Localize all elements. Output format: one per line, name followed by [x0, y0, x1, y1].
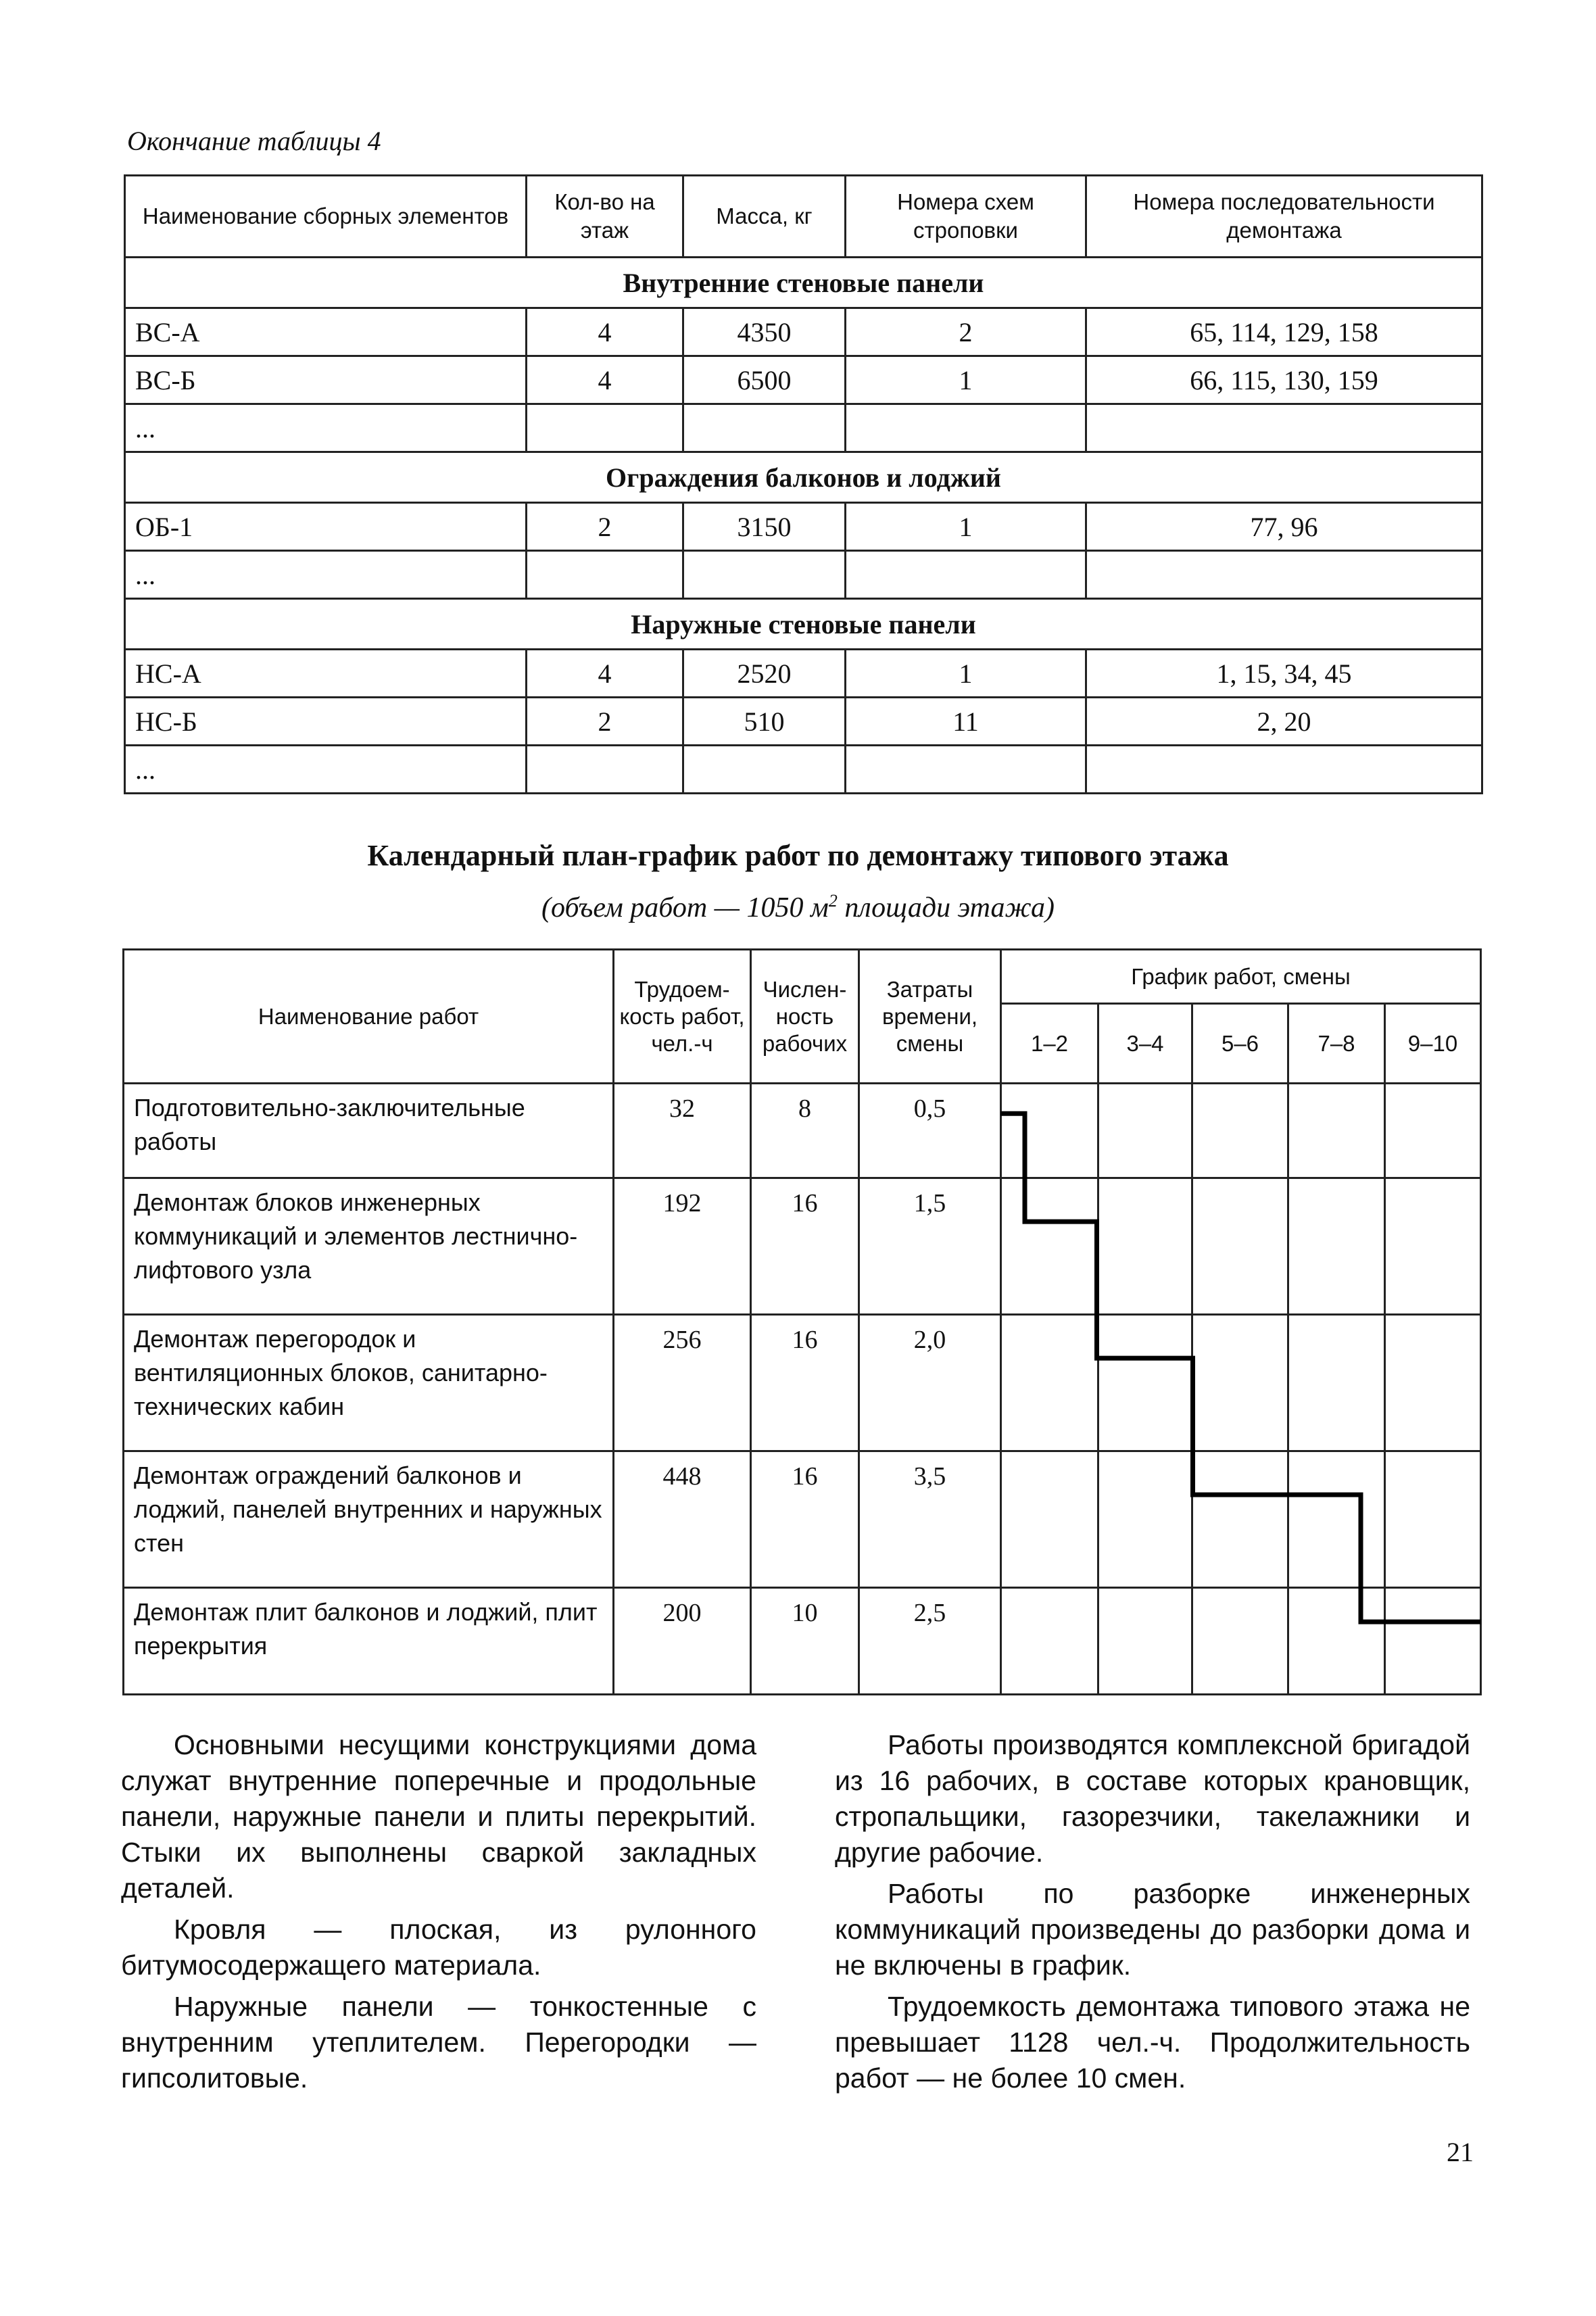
cell — [1086, 746, 1482, 794]
work-time: 1,5 — [859, 1178, 1001, 1315]
table-row — [125, 698, 1482, 746]
text-column-left — [121, 1727, 756, 2102]
cell: 77, 96 — [1086, 503, 1482, 551]
table-row — [125, 650, 1482, 698]
paragraph: Трудоемкость демонтажа типового этажа не превышает 1128 чел.-ч. Продолжительность работ — не более 10 смен. — [835, 1991, 1470, 2094]
cell: ВС-А — [125, 308, 527, 356]
cell: 4350 — [683, 308, 846, 356]
work-time: 0,5 — [859, 1084, 1001, 1178]
work-labor: 192 — [614, 1178, 751, 1315]
cell: 6500 — [683, 356, 846, 404]
page-number: 21 — [1447, 2137, 1474, 2167]
gantt-cell — [1385, 1178, 1481, 1315]
shift-col-4: 7–8 — [1288, 1004, 1385, 1084]
schedule-title: Календарный план-график работ по демонтажу типового этажа — [367, 839, 1229, 872]
paragraph: Основными несущими конструкциями дома служат внутренние поперечные и продольные панели, наружные панели и плиты перекрытий. Стыки их выполнены сваркой закладных деталей. — [121, 1729, 756, 1904]
shift-col-2: 3–4 — [1098, 1004, 1192, 1084]
work-workers: 8 — [751, 1084, 859, 1178]
work-name: Демонтаж плит балконов и лоджий, плит перекрытия — [124, 1588, 614, 1695]
gantt-cell — [1192, 1178, 1288, 1315]
work-labor: 256 — [614, 1315, 751, 1451]
work-name: Демонтаж ограждений балконов и лоджий, панелей внутренних и наружных стен — [124, 1451, 614, 1588]
schedule-subtitle-post: площади этажа) — [837, 892, 1055, 923]
header-time: Затраты времени, смены — [859, 950, 1001, 1084]
cell: ... — [125, 746, 527, 794]
gantt-cell — [1288, 1588, 1385, 1695]
schedule-row — [124, 1588, 1481, 1695]
cell: 1 — [846, 650, 1086, 698]
schedule-table — [122, 948, 1482, 1695]
header-sling-scheme: Номера схем строповки — [846, 176, 1086, 258]
cell — [846, 404, 1086, 452]
gantt-cell — [1001, 1178, 1098, 1315]
work-labor: 32 — [614, 1084, 751, 1178]
gantt-cell — [1385, 1315, 1481, 1451]
work-workers: 16 — [751, 1315, 859, 1451]
section-title: Наружные стеновые панели — [125, 599, 1482, 650]
gantt-cell — [1098, 1315, 1192, 1451]
cell: 11 — [846, 698, 1086, 746]
gantt-cell — [1288, 1178, 1385, 1315]
header-work-name: Наименование работ — [124, 950, 614, 1084]
cell: НС-А — [125, 650, 527, 698]
header-chart: График работ, смены — [1001, 950, 1481, 1004]
gantt-cell — [1098, 1084, 1192, 1178]
paragraph: Кровля — плоская, из рулонного битумосодержащего материала. — [121, 1914, 756, 1981]
work-name: Подготовительно-заключительные работы — [124, 1084, 614, 1178]
cell: 3150 — [683, 503, 846, 551]
schedule-subtitle-pre: (объем работ — 1050 м — [541, 892, 829, 923]
table-continuation-caption: Окончание таблицы 4 — [127, 126, 381, 156]
work-name: Демонтаж блоков инженерных коммуникаций и элементов лестнично-лифтового узла — [124, 1178, 614, 1315]
cell: 65, 114, 129, 158 — [1086, 308, 1482, 356]
gantt-cell — [1001, 1588, 1098, 1695]
gantt-cell — [1192, 1588, 1288, 1695]
cell: 1, 15, 34, 45 — [1086, 650, 1482, 698]
cell: 2520 — [683, 650, 846, 698]
section-title: Внутренние стеновые панели — [125, 258, 1482, 308]
shift-col-1: 1–2 — [1001, 1004, 1098, 1084]
gantt-cell — [1001, 1084, 1098, 1178]
schedule-row — [124, 1451, 1481, 1588]
paragraph: Работы производятся комплексной бригадой из 16 рабочих, в составе которых крановщик, стропальщики, газорезчики, такелажники и другие рабочие. — [835, 1729, 1470, 1868]
text-column-right — [835, 1727, 1470, 2102]
cell: 1 — [846, 503, 1086, 551]
gantt-cell — [1385, 1588, 1481, 1695]
cell — [527, 746, 683, 794]
gantt-cell — [1385, 1451, 1481, 1588]
section-title: Ограждения балконов и лоджий — [125, 452, 1482, 503]
cell — [527, 404, 683, 452]
header-labor: Трудоем-кость работ, чел.-ч — [614, 950, 751, 1084]
cell: 4 — [527, 308, 683, 356]
gantt-cell — [1192, 1315, 1288, 1451]
cell — [1086, 404, 1482, 452]
gantt-cell — [1192, 1084, 1288, 1178]
cell — [683, 551, 846, 599]
cell — [846, 551, 1086, 599]
cell: ОБ-1 — [125, 503, 527, 551]
table-row — [125, 746, 1482, 794]
header-dismantle-order: Номера последовательности демонтажа — [1086, 176, 1482, 258]
schedule-subtitle-sup: 2 — [828, 891, 838, 911]
work-labor: 448 — [614, 1451, 751, 1588]
gantt-cell — [1098, 1178, 1192, 1315]
header-element-name: Наименование сборных элементов — [125, 176, 527, 258]
work-workers: 10 — [751, 1588, 859, 1695]
gantt-cell — [1288, 1084, 1385, 1178]
cell: 1 — [846, 356, 1086, 404]
gantt-cell — [1001, 1451, 1098, 1588]
cell — [683, 746, 846, 794]
elements-table — [124, 174, 1483, 794]
cell — [846, 746, 1086, 794]
table-row — [125, 308, 1482, 356]
schedule-row — [124, 1084, 1481, 1178]
cell — [1086, 551, 1482, 599]
table-row — [125, 404, 1482, 452]
schedule-row — [124, 1178, 1481, 1315]
work-workers: 16 — [751, 1451, 859, 1588]
gantt-cell — [1098, 1588, 1192, 1695]
cell — [527, 551, 683, 599]
schedule-row — [124, 1315, 1481, 1451]
work-time: 2,0 — [859, 1315, 1001, 1451]
paragraph: Наружные панели — тонкостенные с внутренним утеплителем. Перегородки — гипсолитовые. — [121, 1991, 756, 2094]
work-time: 3,5 — [859, 1451, 1001, 1588]
gantt-cell — [1288, 1315, 1385, 1451]
work-labor: 200 — [614, 1588, 751, 1695]
cell: 2 — [527, 503, 683, 551]
cell: 4 — [527, 650, 683, 698]
work-workers: 16 — [751, 1178, 859, 1315]
cell: ВС-Б — [125, 356, 527, 404]
cell: 2 — [527, 698, 683, 746]
gantt-cell — [1192, 1451, 1288, 1588]
work-time: 2,5 — [859, 1588, 1001, 1695]
schedule-subtitle — [0, 891, 1596, 924]
table-row — [125, 551, 1482, 599]
header-mass: Масса, кг — [683, 176, 846, 258]
gantt-cell — [1288, 1451, 1385, 1588]
cell: 510 — [683, 698, 846, 746]
shift-col-3: 5–6 — [1192, 1004, 1288, 1084]
cell: НС-Б — [125, 698, 527, 746]
shift-col-5: 9–10 — [1385, 1004, 1481, 1084]
header-workers: Числен-ность рабочих — [751, 950, 859, 1084]
cell: 2 — [846, 308, 1086, 356]
table-row — [125, 356, 1482, 404]
cell: ... — [125, 551, 527, 599]
gantt-cell — [1385, 1084, 1481, 1178]
cell: 66, 115, 130, 159 — [1086, 356, 1482, 404]
header-quantity: Кол-во на этаж — [527, 176, 683, 258]
paragraph: Работы по разборке инженерных коммуникаций произведены до разборки дома и не включены в график. — [835, 1878, 1470, 1981]
table-row — [125, 503, 1482, 551]
work-name: Демонтаж перегородок и вентиляционных блоков, санитарно-технических кабин — [124, 1315, 614, 1451]
gantt-cell — [1098, 1451, 1192, 1588]
cell: ... — [125, 404, 527, 452]
cell: 2, 20 — [1086, 698, 1482, 746]
cell: 4 — [527, 356, 683, 404]
gantt-cell — [1001, 1315, 1098, 1451]
cell — [683, 404, 846, 452]
